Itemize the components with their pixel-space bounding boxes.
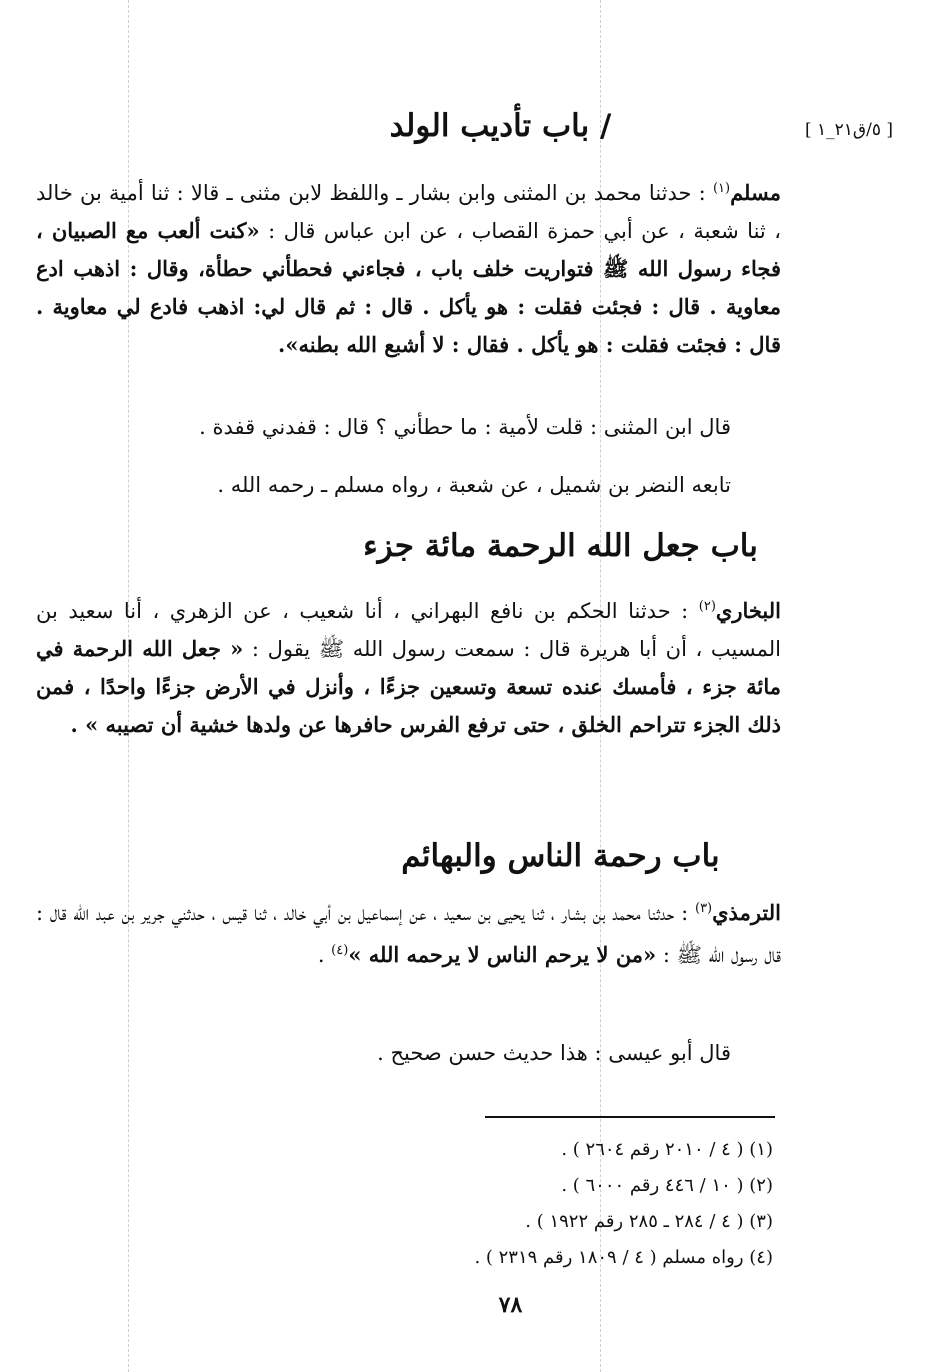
isnad-text: : حدثنا محمد بن بشار ، ثنا يحيى بن سعيد ، عن إسماعيل بن أبي خالد ، ثنا قيس ، حدثني جرير بن عبد الله قال : قال رسول الله ﷺ :: [36, 901, 781, 967]
section-heading-1: / باب تأديب الولد: [389, 108, 612, 144]
footnote-marker: (٤): [331, 943, 349, 958]
hadith-paragraph-1: [36, 170, 781, 364]
footnotes: [300, 1132, 773, 1276]
matn-text: «كنت ألعب مع الصبيان ، فجاء رسول الله ﷺ فتواريت خلف باب ، فجاءني فحطأني حطأة، وقال : اذهب ادع معاوية . قال : فجئت فقلت : هو يأكل . قال : ثم قال لي: اذهب فادع لي معاوية . قال : فجئت فقلت : هو يأكل . فقال : لا أشبع الله بطنه».: [36, 218, 781, 357]
hadith-paragraph-3: [36, 890, 781, 974]
footnote: (٤) رواه مسلم ( ٤ / ١٨٠٩ رقم ٢٣١٩ ) .: [474, 1247, 773, 1268]
source-name: البخاري: [715, 598, 781, 623]
source-name: الترمذي: [712, 900, 781, 925]
footnote: (٣) ( ٤ / ٢٨٤ ـ ٢٨٥ رقم ١٩٢٢ ) .: [525, 1211, 773, 1232]
footnote-marker: (٣): [694, 901, 713, 916]
footnote-marker: (٢): [698, 599, 716, 614]
section-heading-2: باب جعل الله الرحمة مائة جزء: [363, 528, 758, 564]
tail-text: .: [317, 943, 332, 967]
source-name: مسلم: [730, 180, 781, 205]
note-line: قال أبو عيسى : هذا حديث حسن صحيح .: [377, 1041, 731, 1065]
footnote: (٢) ( ١٠ / ٤٤٦ رقم ٦٠٠٠ ) .: [561, 1175, 773, 1196]
matn-text: «من لا يرحم الناس لا يرحمه الله »: [348, 942, 657, 967]
hadith-paragraph-2: [36, 588, 781, 744]
manuscript-reference: [ ٥/ق٢١_١ ]: [804, 120, 893, 140]
note-line: تابعه النضر بن شميل ، عن شعبة ، رواه مسلم ـ رحمه الله .: [217, 473, 731, 497]
isnad-text: : حدثنا الحكم بن نافع البهراني ، أنا شعيب ، عن الزهري ، أنا سعيد بن المسيب ، أن أبا هريرة قال : سمعت رسول الله ﷺ يقول :: [36, 599, 781, 661]
isnad-text: : حدثنا محمد بن المثنى وابن بشار ـ واللفظ لابن مثنى ـ قالا : ثنا أمية بن خالد ، ثنا شعبة ، عن أبي حمزة القصاب ، عن ابن عباس قال :: [36, 181, 782, 243]
note-line: قال ابن المثنى : قلت لأمية : ما حطأني ؟ قال : قفدني قفدة .: [199, 415, 731, 439]
footnote-divider: [485, 1116, 775, 1118]
section-heading-3: باب رحمة الناس والبهائم: [401, 838, 720, 874]
page-number: ٧٨: [498, 1292, 523, 1318]
footnote: (١) ( ٤ / ٢٠١٠ رقم ٢٦٠٤ ) .: [561, 1139, 773, 1160]
footnote-marker: (١): [712, 181, 731, 196]
matn-text: « جعل الله الرحمة في مائة جزء ، فأمسك عنده تسعة وتسعين جزءًا ، وأنزل في الأرض جزءًا واحدًا ، فمن ذلك الجزء تتراحم الخلق ، حتى ترفع الفرس حافرها عن ولدها خشية أن تصيبه » .: [36, 636, 781, 737]
